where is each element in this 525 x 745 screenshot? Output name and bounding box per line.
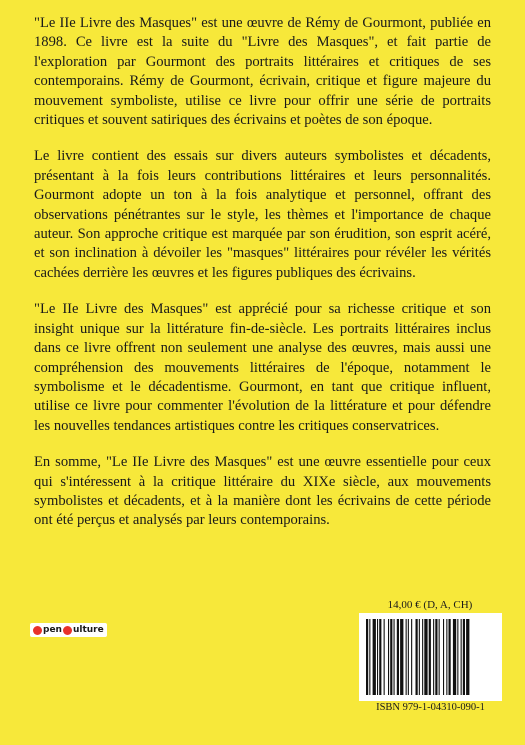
barcode-bar xyxy=(379,619,381,695)
logo-text-suffix: ulture xyxy=(72,625,104,635)
barcode-bar xyxy=(406,619,407,695)
barcode-bar xyxy=(446,619,447,695)
barcode-bar xyxy=(463,619,465,695)
barcode-bar xyxy=(424,619,427,695)
barcode-bar xyxy=(390,619,392,695)
barcode-bar xyxy=(388,619,389,695)
barcode-bar xyxy=(449,619,451,695)
back-cover-text xyxy=(34,14,491,548)
barcode xyxy=(359,613,502,701)
barcode-bar xyxy=(400,619,403,695)
barcode-bars xyxy=(366,619,495,695)
paragraph-2: Le livre contient des essais sur divers auteurs symbolistes et décadents, présentant à la fois leurs contributions littéraires et leurs personnalités. Gourmont adopte un ton à la fois analytique et personnel, offrant des observations pénétrantes sur le style, les thèmes et l'importance de chaque auteur. Son approche critique est marquée par son érudition, son esprit acéré, et son inclination à dévoiler les "masques" littéraires pour révéler les vérités cachées derrière les œuvres et les figures publiques des écrivains. xyxy=(34,148,491,281)
isbn-label: ISBN 979-1-04310-090-1 xyxy=(376,702,485,713)
barcode-bar xyxy=(394,619,395,695)
barcode-bar xyxy=(453,619,456,695)
barcode-bar xyxy=(461,619,462,695)
paragraph-1: "Le IIe Livre des Masques" est une œuvre de Rémy de Gourmont, publiée en 1898. Ce livre est la suite du "Livre des Masques", et fait partie de l'exploration par Gourmont des portraits littéraires et critiques de ses contemporains. Rémy de Gourmont, écrivain, critique et figure majeure du mouvement symboliste, utilise ce livre pour offrir une série de portraits critiques et souvent satiriques des écrivains et poètes de son époque. xyxy=(34,15,491,129)
logo-text-prefix: pen xyxy=(43,625,62,635)
barcode-bar xyxy=(408,619,409,695)
paragraph-3: "Le IIe Livre des Masques" est apprécié pour sa richesse critique et son insight unique sur la littérature fin-de-siècle. Les portraits littéraires inclus dans ce livre offrent non seulement une analyse des œuvres, mais aussi une compréhension des mouvements littéraires de l'époque, notamment le symbolisme et le décadentisme. Gourmont, en tant que critique influent, utilise ce livre pour commenter l'évolution de la littérature et pour défendre les nouvelles tendances artistiques contre les critiques conservatrices. xyxy=(34,301,491,434)
barcode-bar xyxy=(416,619,418,695)
barcode-bar xyxy=(384,619,385,695)
barcode-bar xyxy=(443,619,444,695)
logo-c-icon xyxy=(63,626,72,635)
barcode-bar xyxy=(397,619,399,695)
barcode-bar xyxy=(373,619,376,695)
paragraph-4: En somme, "Le IIe Livre des Masques" est une œuvre essentielle pour ceux qui s'intéressent à la critique littéraire du XIXe siècle, aux mouvements symbolistes et décadents, et à la manière dont les écrivains de cette période ont été perçus et analysés par leurs contemporains. xyxy=(34,454,491,529)
barcode-bar xyxy=(433,619,434,695)
barcode-bar xyxy=(429,619,431,695)
barcode-bar xyxy=(422,619,423,695)
barcode-bar xyxy=(411,619,412,695)
barcode-bar xyxy=(457,619,458,695)
barcode-bar xyxy=(369,619,370,695)
barcode-bar xyxy=(377,619,378,695)
publisher-logo xyxy=(30,623,107,637)
barcode-bar xyxy=(366,619,368,695)
open-culture-logo-icon xyxy=(33,626,42,635)
barcode-bar xyxy=(419,619,420,695)
barcode-bar xyxy=(435,619,437,695)
barcode-bar xyxy=(466,619,469,695)
barcode-bar xyxy=(439,619,440,695)
price-label: 14,00 € (D, A, CH) xyxy=(387,599,473,611)
